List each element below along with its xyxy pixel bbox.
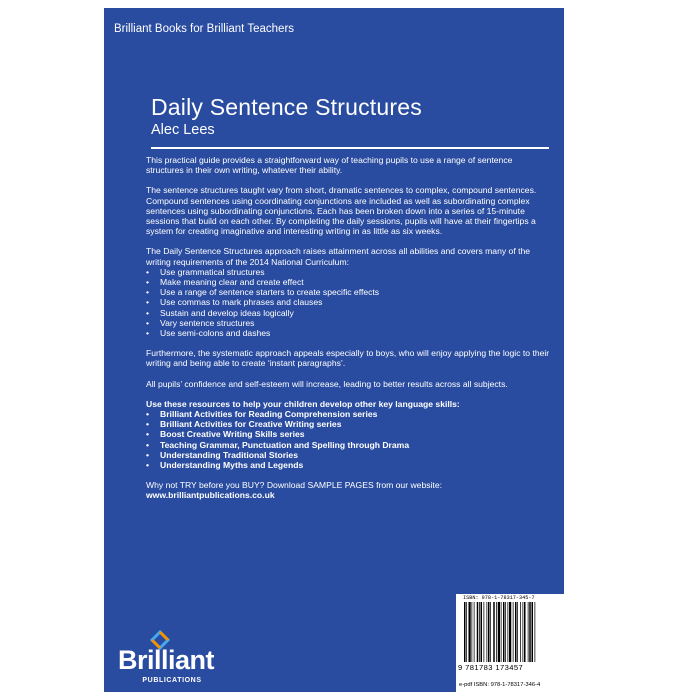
list-item: • Use a range of sentence starters to create specific effects xyxy=(146,287,551,297)
logo-wordmark: Brilliant xyxy=(118,645,215,675)
resources-list xyxy=(146,409,551,470)
list-item: • Use semi-colons and dashes xyxy=(146,328,551,338)
brilliant-publications-logo xyxy=(118,630,228,688)
blurb xyxy=(146,155,551,501)
boys-paragraph: Furthermore, the systematic approach appeals especially to boys, who will enjoy applying the logic to their writing and being able to create ‘instant paragraphs’. xyxy=(146,348,550,369)
curriculum-paragraph: The Daily Sentence Structures approach raises attainment across all abilities and covers many of the writing requirements of the 2014 National Curriculum: xyxy=(146,246,531,267)
website-link[interactable]: www.brilliantpublications.co.uk xyxy=(146,490,275,501)
list-item: • Vary sentence structures xyxy=(146,318,551,328)
epdf-isbn: e-pdf ISBN: 978-1-78317-346-4 xyxy=(459,682,541,688)
confidence-paragraph: All pupils’ confidence and self-esteem will increase, leading to better results across all subjects. xyxy=(146,378,508,389)
list-item: • Understanding Traditional Stories xyxy=(146,450,551,460)
list-item: • Brilliant Activities for Reading Comprehension series xyxy=(146,409,551,419)
intro-paragraph: This practical guide provides a straightforward way of teaching pupils to use a range of sentence structures in their own writing, whatever their ability. xyxy=(146,155,513,176)
list-item: • Teaching Grammar, Punctuation and Spelling through Drama xyxy=(146,440,551,450)
book-title: Daily Sentence Structures xyxy=(151,94,422,120)
title-divider xyxy=(151,147,549,149)
list-item: • Sustain and develop ideas logically xyxy=(146,308,551,318)
list-item: • Boost Creative Writing Skills series xyxy=(146,429,551,439)
sample-pages-text: Why not TRY before you BUY? Download SAMPLE PAGES from our website: xyxy=(146,480,442,491)
curriculum-list xyxy=(146,267,551,338)
structures-paragraph: The sentence structures taught vary from short, dramatic sentences to complex, compound sentences. Compound sentences using coordinating conjunctions are included as well as subordinating complex sentences using subordinating conjunctions. Each has been broken down into a series of 15-minute sessions that build on each other. By completing the daily sessions, pupils will have at their fingertips a system for creating imaginative and interesting writing in as little as six weeks. xyxy=(146,185,537,237)
list-item: • Use grammatical structures xyxy=(146,267,551,277)
resources-intro: Use these resources to help your children develop other key language skills: xyxy=(146,398,460,409)
logo-subtitle: PUBLICATIONS xyxy=(142,677,202,684)
list-item: • Understanding Myths and Legends xyxy=(146,460,551,470)
back-cover xyxy=(104,8,564,692)
list-item: • Make meaning clear and create effect xyxy=(146,277,551,287)
isbn-label: ISBN: 978-1-78317-345-7 xyxy=(463,595,535,601)
list-item: • Use commas to mark phrases and clauses xyxy=(146,297,551,307)
list-item: • Brilliant Activities for Creative Writing series xyxy=(146,419,551,429)
barcode-icon xyxy=(462,602,558,664)
book-author: Alec Lees xyxy=(151,122,215,138)
barcode-digits: 9 781783 173457 xyxy=(458,663,524,672)
barcode-panel xyxy=(456,594,564,692)
publisher-tagline: Brilliant Books for Brilliant Teachers xyxy=(114,23,295,35)
